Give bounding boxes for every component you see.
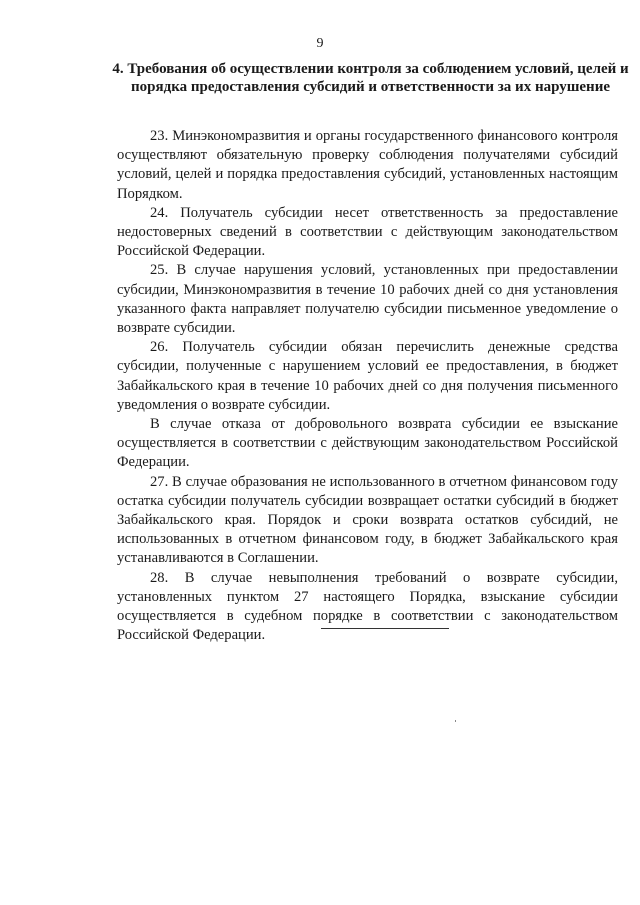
- document-body: [117, 127, 618, 645]
- paragraph-26: 26. Получатель субсидии обязан перечислить денежные средства субсидии, полученные с нарушением условий ее предоставления, в бюджет Забайкальского края в течение 10 рабочих дней со дня получения письменного уведомления о возврате субсидии.: [117, 339, 618, 413]
- paragraph-26-continuation: В случае отказа от добровольного возврата субсидии ее взыскание осуществляется в соответствии с действующим законодательством Российской Федерации.: [117, 416, 618, 471]
- end-of-section-rule: [321, 628, 449, 629]
- paragraph-27: 27. В случае образования не использованного в отчетном финансовом году остатка субсидии получатель субсидии возвращает остатки субсидий в бюджет Забайкальского края. Порядок и сроки возврата остатков субсидий, не использованных в отчетном финансовом году, в бюджет Забайкальского края устанавливаются в Соглашении.: [117, 473, 618, 567]
- paragraph-25: 25. В случае нарушения условий, установленных при предоставлении субсидии, Минэкономразвития в течение 10 рабочих дней со дня установления указанного факта направляет получателю субсидии письменное уведомление о возврате субсидии.: [117, 262, 618, 337]
- section-heading: 4. Требования об осуществлении контроля за соблюдением условий, целей и порядка предоставления субсидий и ответственности за их нарушение: [112, 61, 629, 95]
- paragraph-23: 23. Минэкономразвития и органы государственного финансового контроля осуществляют обязательную проверку соблюдения получателями субсидий условий, целей и порядка предоставления субсидий, установленных настоящим Порядком.: [117, 128, 618, 202]
- scan-artifact-dot: [455, 720, 456, 722]
- paragraph-24: 24. Получатель субсидии несет ответственность за предоставление недостоверных сведений в соответствии с действующим законодательством Российской Федерации.: [117, 204, 618, 260]
- paragraph-28: 28. В случае невыполнения требований о возврате субсидии, установленных пунктом 27 настоящего Порядка, взыскание субсидии осуществляется в судебном порядке в соответствии с законодательством Российской Федерации.: [117, 569, 618, 644]
- page-number: 9: [316, 36, 324, 51]
